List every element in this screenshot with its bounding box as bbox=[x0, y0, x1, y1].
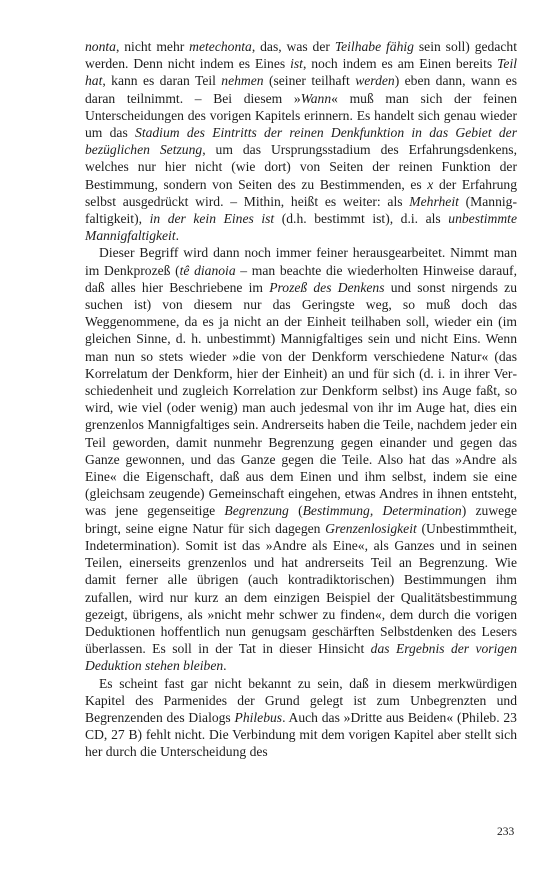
italic-text-run: das Ergebnis der vorigen Deduktion stehen bleiben bbox=[85, 641, 517, 674]
italic-text-run: Wann bbox=[300, 90, 332, 106]
text-run: und sonst nirgends zu suchen ist) von diesem nur das Geringste weg, so muß doch das Weggenommene, da es ja nicht an der Einheit teilhaben soll, wieder ein (im gleichen Sinne, d. h. unbestimmt) Mannigfaltiges sein und nicht Eins. Wenn man nun so stets wieder »die von der Denkform verschiedene Natur« (das Korrelatum der Denkform, hier der Einheit) an und für sich (d. i. in ihrer Verschiedenheit und zugleich Korrelation zur Denkform selbst) ins Auge faßt, so wird, wie viel (oder wenig) man auch jedesmal von ihr im Auge hat, dies ein grenzenlos Mannigfaltiges sein. Andrerseits haben die Teile, nachdem jeder ein Teil geworden, damit nunmehr Begrenzung gegen einander und gegen das Ganze gewonnen, und das Ganze gegen die Teile. Also hat das »Andre als Eine« die Eigenschaft, daß aus dem Einen und ihm selbst, indem sie eine (gleichsam zeugende) Gemeinschaft eingehen, etwas Andres in ihnen entsteht, was jene gegenseitige bbox=[85, 279, 517, 519]
text-run: Dieser Begriff wird dann noch immer feiner herausgearbeitet. Nimmt man im Denkprozeß ( bbox=[85, 245, 517, 278]
paragraph-1 bbox=[85, 38, 517, 244]
italic-text-run: x bbox=[427, 176, 434, 192]
italic-text-run: nehmen bbox=[221, 73, 264, 89]
italic-text-run: tê dianoia bbox=[179, 262, 236, 278]
italic-text-run: metechonta bbox=[189, 39, 252, 54]
book-page-text bbox=[85, 38, 517, 761]
italic-text-run: Philebus bbox=[234, 709, 283, 725]
italic-text-run: Mehrheit bbox=[409, 193, 459, 209]
text-run: (Mannigfaltigkeit), bbox=[85, 193, 517, 227]
paragraph-2 bbox=[85, 244, 517, 674]
italic-text-run: ist bbox=[290, 56, 303, 72]
text-run: ) eben dann, wann es daran teilnimmt. – Bei diesem » bbox=[85, 73, 518, 106]
text-run: sein soll) gedacht werden. Denn nicht indem es Eines bbox=[85, 39, 517, 72]
page-number: 233 bbox=[497, 826, 515, 838]
italic-text-run: Teil hat bbox=[85, 56, 517, 89]
text-run: (seiner teilhaft bbox=[263, 73, 356, 89]
paragraph-3 bbox=[85, 675, 517, 761]
text-run: . Auch das »Dritte aus Beiden« (Phileb. 23 CD, 27 B) fehlt nicht. Die Verbindung mit dem vorigen Kapitel aber stellt sich her durch die Unterscheidung des bbox=[85, 709, 517, 760]
italic-text-run: Stadium des Eintritts der reinen Denkfunktion in das Gebiet der bezüglichen Setzung bbox=[85, 125, 517, 158]
italic-text-run: unbestimmte Mannigfaltigkeit bbox=[85, 211, 517, 244]
text-run: , das, was der bbox=[251, 39, 335, 54]
text-run: (d.h. bestimmt ist), d.i. als bbox=[274, 211, 449, 227]
text-run: , nicht mehr bbox=[115, 39, 190, 54]
text-run: « muß man sich der feinen Unterscheidungen des vorigen Kapitels erinnern. Es handelt sich genau wieder um das bbox=[85, 90, 517, 141]
text-run: Es scheint fast gar nicht bekannt zu sein, daß in diesem merkwürdigen Kapitel des Parmenides der Grund gelegt ist zum Unbegrenzten und Begrenzenden des Dialogs bbox=[85, 675, 517, 725]
text-run: der Erfahrung selbst ausgedrückt wird. – Mithin, heißt es weiter: als bbox=[85, 176, 517, 209]
italic-text-run: nonta bbox=[85, 39, 116, 54]
italic-text-run: Prozeß des Denkens bbox=[269, 279, 385, 295]
text-run: , um das Ursprungsstadium des Erfahrungsdenkens, welches nur hier nicht (wie dort) von Seiten der reinen Funktion der Bestimmung, sondern von Seiten des zu Bestimmenden, es bbox=[85, 142, 517, 192]
italic-text-run: Bestimmung, Determination bbox=[302, 503, 462, 519]
text-run: , noch indem es am Einen bereits bbox=[302, 56, 498, 72]
italic-text-run: Grenzenlosigkeit bbox=[325, 520, 417, 536]
italic-text-run: Teilhabe fähig bbox=[334, 39, 414, 54]
italic-text-run: Begrenzung bbox=[224, 503, 289, 519]
text-run: . bbox=[175, 228, 180, 244]
text-run: , kann es daran Teil bbox=[102, 73, 222, 89]
italic-text-run: werden bbox=[355, 73, 395, 89]
text-run: (Unbestimmtheit, Indetermination). Somit ist das »Andre als Eine«, als Ganzes und in seinen Teilen, einerseits grenzenlos und hat andrerseits Teil an Begrenzung. Wie damit ferner alle übrigen (auch kontradiktorischen) Bestimmungen ihm zufallen, wird nur kurz an dem einzigen Beispiel der Qualitätsbestimmung gezeigt, übrigens, als »nicht mehr schwer zu finden«, dem durch die vorigen Deduktionen hoffentlich nun genugsam geschärften Selbstdenken des Lesers überlassen. Es soll in der Tat in dieser Hinsicht bbox=[85, 520, 518, 657]
text-run: – man beachte die wiederholten Hinweise darauf, daß alles hier Beschriebene im bbox=[85, 262, 517, 295]
text-run: ( bbox=[288, 503, 303, 519]
italic-text-run: in der kein Eines ist bbox=[149, 211, 275, 227]
text-run: ) zuwege bringt, seine eigne Natur für sich dagegen bbox=[85, 503, 517, 536]
text-run: . bbox=[223, 658, 227, 674]
